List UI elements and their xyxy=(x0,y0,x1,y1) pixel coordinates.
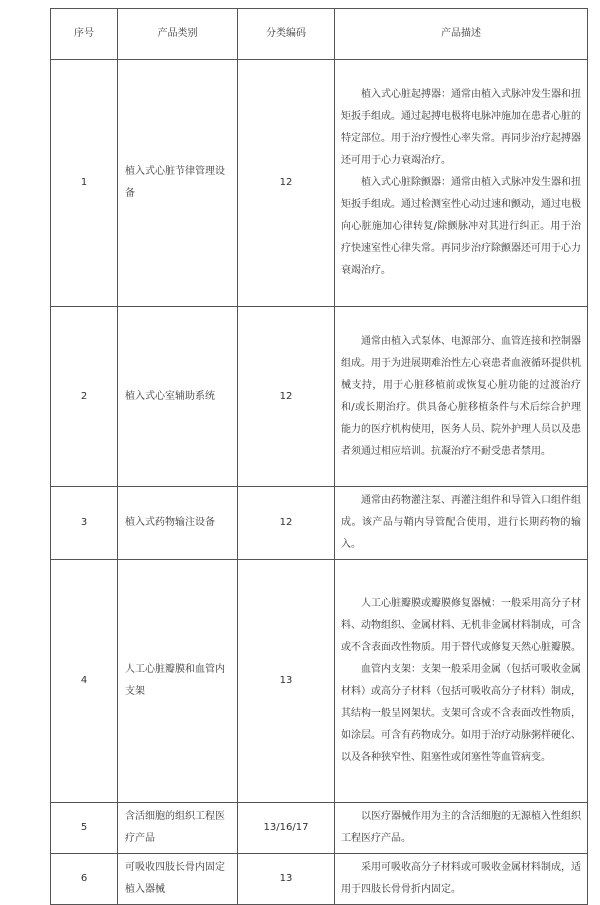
description-paragraph: 人工心脏瓣膜或瓣膜修复器械：一般采用高分子材料、动物组织、金属材料、无机非金属材料制成，可含或不含表面改性物质。用于替代或修复天然心脏瓣膜。 xyxy=(341,598,581,653)
description-paragraph: 采用可吸收高分子材料或可吸收金属材料制成，适用于四肢长骨骨折内固定。 xyxy=(341,862,581,895)
row-description xyxy=(335,803,588,854)
row-category: 植入式心室辅助系统 xyxy=(118,307,238,487)
description-paragraph: 植入式心脏起搏器：通常由植入式脉冲发生器和扭矩扳手组成。通过起搏电极将电脉冲施加在患者心脏的特定部位。用于治疗慢性心率失常。再同步治疗起搏器还可用于心力衰竭治疗。 xyxy=(341,89,581,166)
table-row xyxy=(51,487,588,560)
row-number: 5 xyxy=(51,803,118,854)
description-paragraph: 以医疗器械作用为主的含活细胞的无源植入性组织工程医疗产品。 xyxy=(341,811,581,844)
row-number: 4 xyxy=(51,560,118,803)
description-paragraph: 通常由植入式泵体、电源部分、血管连接和控制器组成。用于为进展期难治性左心衰患者血液循环提供机械支持，用于心脏移植前或恢复心脏功能的过渡治疗和/或长期治疗。供具备心脏移植条件与术后综合护理能力的医疗机构使用，医务人员、院外护理人员以及患者须通过相应培训。抗凝治疗不耐受患者禁用。 xyxy=(341,335,581,457)
row-code: 12 xyxy=(238,60,335,307)
row-number: 3 xyxy=(51,487,118,560)
table-row xyxy=(51,560,588,803)
row-number: 2 xyxy=(51,307,118,487)
product-table-container xyxy=(50,8,583,905)
row-category: 植入式药物输注设备 xyxy=(118,487,238,560)
row-code: 12 xyxy=(238,487,335,560)
row-code: 13 xyxy=(238,560,335,803)
table-header-row xyxy=(51,9,588,60)
table-row xyxy=(51,854,588,905)
row-category: 可吸收四肢长骨内固定植入器械 xyxy=(118,854,238,905)
row-code: 13/16/17 xyxy=(238,803,335,854)
row-category: 人工心脏瓣膜和血管内支架 xyxy=(118,560,238,803)
row-category: 植入式心脏节律管理设备 xyxy=(118,60,238,307)
description-paragraph: 植入式心脏除颤器：通常由植入式脉冲发生器和扭矩扳手组成。通过检测室性心动过速和颤动，通过电极向心脏施加心律转复/除颤脉冲对其进行纠正。用于治疗快速室性心律失常。再同步治疗除颤器还可用于心力衰竭治疗。 xyxy=(341,177,581,276)
row-description xyxy=(335,560,588,803)
row-description xyxy=(335,854,588,905)
row-category: 含活细胞的组织工程医疗产品 xyxy=(118,803,238,854)
row-code: 12 xyxy=(238,307,335,487)
header-code: 分类编码 xyxy=(238,9,335,60)
description-paragraph: 血管内支架：支架一般采用金属（包括可吸收金属材料）或高分子材料（包括可吸收高分子材料）制成，其结构一般呈网架状。支架可含或不含表面改性物质，如涂层。可含有药物成分。如用于治疗动脉粥样硬化、以及各种狭窄性、阻塞性或闭塞性等血管病变。 xyxy=(341,664,581,763)
header-category: 产品类别 xyxy=(118,9,238,60)
row-description xyxy=(335,60,588,307)
row-number: 1 xyxy=(51,60,118,307)
header-number: 序号 xyxy=(51,9,118,60)
description-paragraph: 通常由药物灌注泵、再灌注组件和导管入口组件组成。该产品与鞘内导管配合使用，进行长期药物的输入。 xyxy=(341,495,581,550)
row-number: 6 xyxy=(51,854,118,905)
row-description xyxy=(335,487,588,560)
row-code: 13 xyxy=(238,854,335,905)
product-table xyxy=(50,8,588,905)
table-row xyxy=(51,60,588,307)
table-row xyxy=(51,803,588,854)
row-description xyxy=(335,307,588,487)
table-row xyxy=(51,307,588,487)
header-description: 产品描述 xyxy=(335,9,588,60)
